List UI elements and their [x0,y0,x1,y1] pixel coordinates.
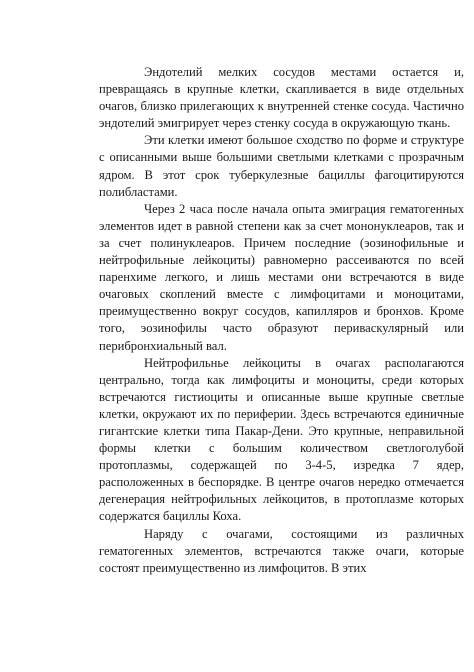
paragraph-1: Эндотелий мелких сосудов местами остается и, превращаясь в крупные клетки, скапливается в виде отдельных очагов, близко прилегающих к внутренней стенке сосуда. Частично эндотелий эмигрирует через стенку сосуда в окружающую ткань. [99,65,464,131]
paragraph-3: Через 2 часа после начала опыта эмиграция гематогенных элементов идет в равной степени как за счет мононуклеаров, так и за счет полинуклеаров. Причем последние (эозинофильные и нейтрофильные лейкоциты) равномерно рассеиваются по всей паренхиме легкого, и лишь местами они встречаются в виде очаговых скоплений вместе с лимфоцитами и моноцитами, преимущественно вокруг сосудов, капилляров и бронхов. Кроме того, эозинофилы часто образуют периваскулярный или перибронхиальный вал. [99,201,464,353]
paragraph-2: Эти клетки имеют большое сходство по форме и структуре с описанными выше большими светлыми клетками с прозрачным ядром. В этот срок туберкулезные бациллы фагоцитируются полибластами. [99,133,464,199]
paragraph-4: Нейтрофильнье лейкоциты в очагах располагаются центрально, тогда как лимфоциты и моноциты, среди которых встречаются гистиоциты и описанные выше крупные светлые клетки, окружают их по периферии. Здесь встречаются единичные гигантские клетки типа Пакар-Дени. Это крупные, неправильной формы клетки с большим количеством светлоголубой протоплазмы, содержащей по 3-4-5, изредка 7 ядер, расположенных в беспорядке. В центре очагов нередко отмечается дегенерация нейтрофильных лейкоцитов, в протоплазме которых содержатся бациллы Коха. [99,355,464,524]
body-text [99,64,464,577]
paragraph-5: Наряду с очагами, состоящими из различных гематогенных элементов, встречаются также очаги, которые состоят преимущественно из лимфоцитов. В этих [99,526,464,575]
